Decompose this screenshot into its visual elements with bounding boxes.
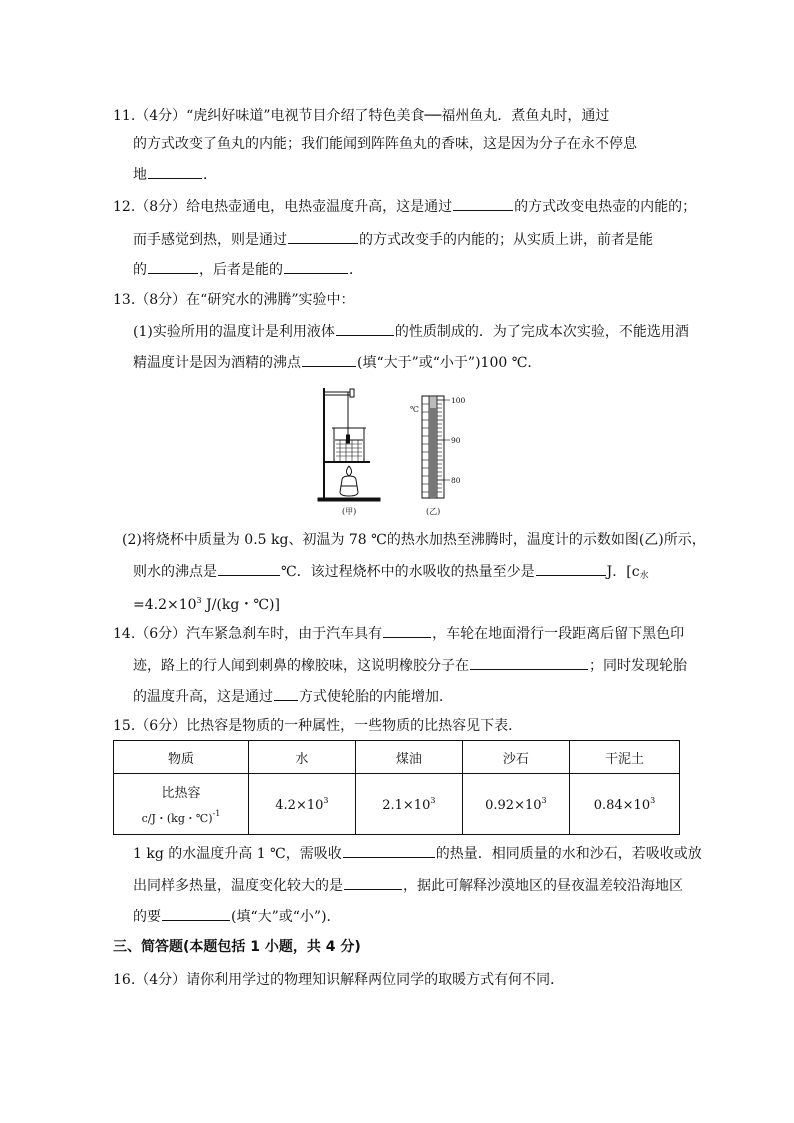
- answer-blank[interactable]: [162, 906, 230, 921]
- answer-blank[interactable]: [453, 196, 513, 211]
- figure-label-jia: (甲): [342, 507, 357, 516]
- table-row-unit: c/J・(kg・℃)$^{-1}$: [141, 809, 221, 825]
- q13-line-5: 则水的沸点是 ℃．该过程烧杯中的水吸收的热量至少是 J．[$c_水$: [133, 561, 649, 586]
- answer-blank[interactable]: [336, 321, 394, 336]
- answer-blank[interactable]: [218, 561, 280, 576]
- table-header-cell: 水: [248, 741, 355, 774]
- q12-line-2: 而手感觉到热，则是通过 的方式改变手的内能的；从实质上讲，前者是能: [133, 229, 653, 250]
- figure-label-yi: (乙): [426, 507, 441, 516]
- answer-blank[interactable]: [284, 259, 348, 274]
- thermometer-unit: ℃: [410, 405, 419, 414]
- q15-line-4: 的要 (填“大”或“小”)．: [133, 906, 341, 927]
- table-header-row: [114, 741, 680, 774]
- q13-line-4: (2)将烧杯中质量为 0.5 kg、初温为 78 ℃的热水加热至沸腾时，温度计的示数如图(乙)所示，: [122, 532, 706, 548]
- q11-line-1: 11.（4分）“虎纠好味道”电视节目介绍了特色美食──福州鱼丸．煮鱼丸时，通过: [113, 108, 610, 124]
- boiling-apparatus-illustration: [318, 388, 380, 501]
- answer-blank[interactable]: [148, 164, 202, 179]
- answer-blank[interactable]: [274, 686, 298, 701]
- section-title: 三、简答题(本题包括 1 小题，共 4 分): [113, 939, 361, 955]
- q15-line-1: 15.（6分）比热容是物质的一种属性，一些物质的比热容见下表．: [113, 718, 523, 734]
- table-header-cell: 干泥土: [569, 741, 679, 774]
- answer-blank[interactable]: [343, 843, 435, 858]
- q16-line-1: 16.（4分）请你利用学过的物理知识解释两位同学的取暖方式有何不同．: [113, 972, 565, 988]
- q11-line-3: 地 ．: [133, 164, 217, 185]
- q14-line-2: 迹，路上的行人闻到刺鼻的橡胶味，这说明橡胶分子在 ；同时发现轮胎: [133, 655, 687, 676]
- answer-blank[interactable]: [470, 655, 588, 670]
- q12-line-3: 的 ，后者是能的 ．: [133, 259, 363, 280]
- specific-heat-table: [113, 740, 680, 835]
- answer-blank[interactable]: [148, 259, 198, 274]
- table-header-cell: 物质: [114, 741, 249, 774]
- table-row-label: 比热容 c/J・(kg・℃)$^{-1}$: [114, 774, 249, 835]
- q14-line-3: 的温度升高，这是通过 方式使轮胎的内能增加．: [133, 686, 453, 707]
- thermometer-tick-80: 80: [451, 476, 461, 485]
- answer-blank[interactable]: [302, 352, 356, 367]
- answer-blank[interactable]: [383, 623, 431, 638]
- q13-line-3: 精温度计是因为酒精的沸点 (填“大于”或“小于”)100 ℃．: [133, 352, 541, 373]
- table-cell: $0.92\times 10^3$: [462, 774, 569, 835]
- q13-line-6: $=4.2\times 10^3$ J/(kg・℃)]: [133, 596, 280, 613]
- answer-blank[interactable]: [344, 875, 402, 890]
- q15-line-2: 1 kg 的水温度升高 1 ℃，需吸收 的热量．相同质量的水和沙石，若吸收或放: [133, 843, 702, 864]
- answer-blank[interactable]: [288, 229, 358, 244]
- table-cell: $0.84\times 10^3$: [569, 774, 679, 835]
- experiment-figure: [310, 380, 490, 520]
- q11-line-2: 的方式改变了鱼丸的内能；我们能闻到阵阵鱼丸的香味，这是因为分子在永不停息: [133, 136, 637, 152]
- q12-line-1: 12.（8分）给电热壶通电，电热壶温度升高，这是通过 的方式改变电热壶的内能的；: [113, 196, 696, 217]
- table-cell: $4.2\times 10^3$: [248, 774, 355, 835]
- thermometer-tick-90: 90: [451, 436, 461, 445]
- table-cell: $2.1\times 10^3$: [355, 774, 462, 835]
- thermometer-tick-100: 100: [451, 396, 466, 405]
- table-header-cell: 沙石: [462, 741, 569, 774]
- table-row: [114, 774, 680, 835]
- answer-blank[interactable]: [536, 561, 606, 576]
- table-header-cell: 煤油: [355, 741, 462, 774]
- q15-line-3: 出同样多热量，温度变化较大的是 ，据此可解释沙漠地区的昼夜温差较沿海地区: [133, 875, 683, 896]
- thermometer-illustration: [422, 396, 450, 498]
- q13-line-2: (1)实验所用的温度计是利用液体 的性质制成的．为了完成本次实验，不能选用酒: [133, 321, 689, 342]
- q14-line-1: 14.（6分）汽车紧急刹车时，由于汽车具有 ，车轮在地面滑行一段距离后留下黑色印: [113, 623, 684, 644]
- q13-line-1: 13.（8分）在“研究水的沸腾”实验中：: [113, 292, 355, 308]
